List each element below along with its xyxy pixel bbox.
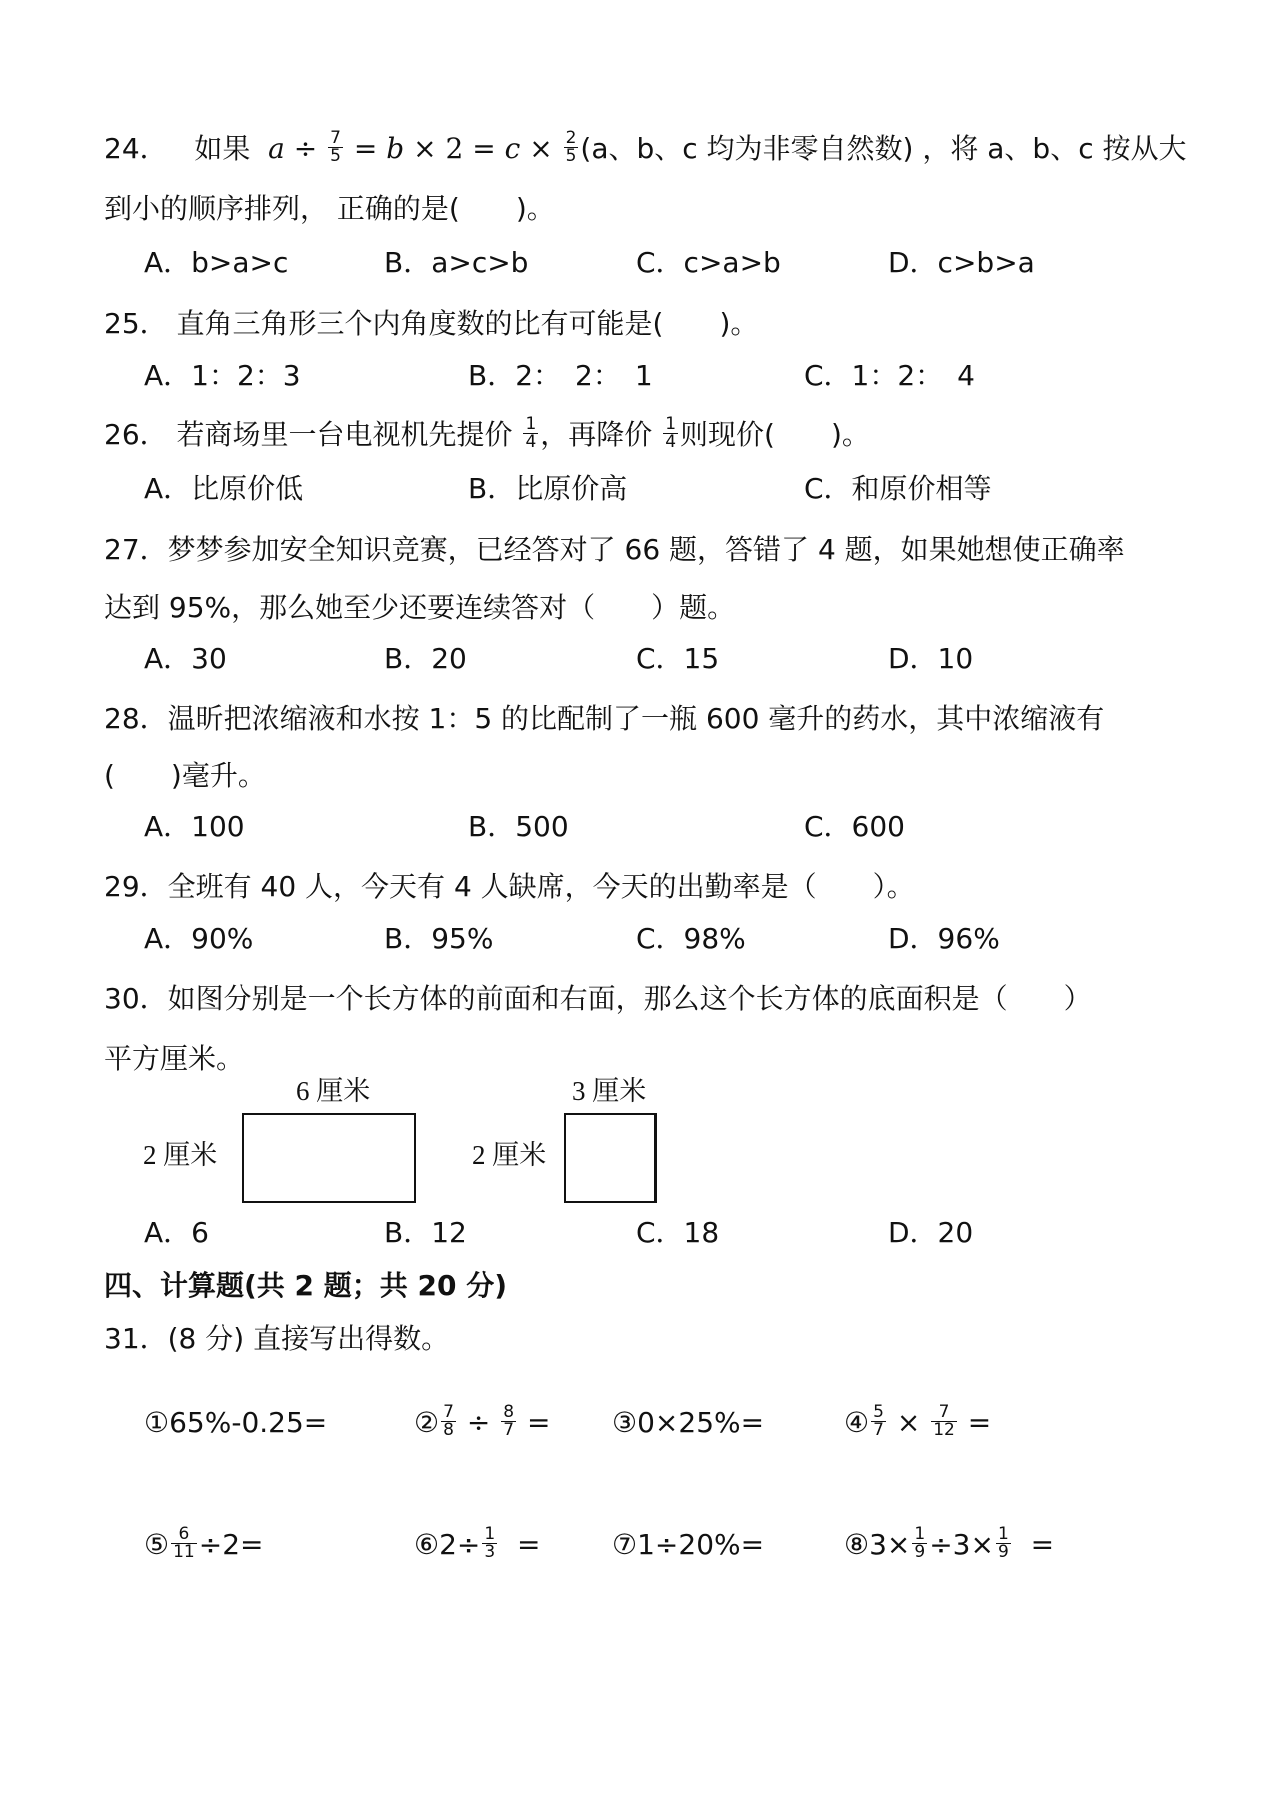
q28-option-a[interactable]: A．100	[144, 810, 245, 843]
section-heading: 四、计算题(共 2 题；共 20 分)	[104, 1269, 508, 1302]
calc-item-1: ①65%-0.25=	[144, 1406, 328, 1439]
right-face-side-label: 2 厘米	[472, 1140, 547, 1170]
q30-line2: 平方厘米。	[104, 1042, 245, 1075]
q24-line1: 24． 如果 a ÷ $\frac{7}{5}$ = b × 2 = c × $\frac{2}{5}$ (a、b、c 均为非零自然数) ，将 a、b、c 按从大	[104, 127, 1187, 166]
q30-line1: 30．如图分别是一个长方体的前面和右面，那么这个长方体的底面积是（ ）	[104, 982, 1092, 1015]
q25-option-a[interactable]: A．1：2：3	[144, 359, 301, 392]
q24-line2: 到小的顺序排列， 正确的是( )。	[104, 192, 555, 225]
q30-option-b[interactable]: B．12	[384, 1216, 467, 1249]
q27-line2: 达到 95%，那么她至少还要连续答对（ ）题。	[104, 591, 736, 624]
right-face-rectangle	[564, 1113, 657, 1203]
q24-fraction-2-5: $\frac{2}{5}$	[565, 127, 577, 166]
q27-line1: 27．梦梦参加安全知识竞赛，已经答对了 66 题，答错了 4 题，如果她想使正确率	[104, 533, 1125, 566]
q28-line2: ( )毫升。	[104, 759, 266, 792]
q24-option-b[interactable]: B．a>c>b	[384, 246, 529, 279]
calc-item-7: ⑦1÷20%=	[612, 1528, 765, 1561]
q25-option-b[interactable]: B．2： 2： 1	[468, 359, 653, 392]
q27-option-d[interactable]: D．10	[888, 642, 974, 675]
q24-option-d[interactable]: D．c>b>a	[888, 246, 1035, 279]
q28-line1: 28．温昕把浓缩液和水按 1：5 的比配制了一瓶 600 毫升的药水，其中浓缩液有	[104, 702, 1105, 735]
right-face-top-label: 3 厘米	[572, 1076, 647, 1106]
q30-option-c[interactable]: C．18	[636, 1216, 720, 1249]
calc-item-3: ③0×25%=	[612, 1406, 765, 1439]
q26-option-a[interactable]: A．比原价低	[144, 472, 304, 505]
q24-fraction-7-5: $\frac{7}{5}$	[330, 127, 341, 166]
calc-item-8: ⑧3× $\frac{1}{9}$ ÷3× $\frac{1}{9}$ =	[844, 1523, 1055, 1562]
q26-fraction-2: $\frac{1}{4}$	[665, 413, 677, 452]
q29-question: 29．全班有 40 人，今天有 4 人缺席，今天的出勤率是（ ）。	[104, 870, 915, 903]
front-face-side-label: 2 厘米	[143, 1140, 218, 1170]
q29-option-b[interactable]: B．95%	[384, 922, 494, 955]
q29-option-c[interactable]: C．98%	[636, 922, 746, 955]
q30-option-d[interactable]: D．20	[888, 1216, 974, 1249]
q30-option-a[interactable]: A．6	[144, 1216, 209, 1249]
q28-option-c[interactable]: C．600	[804, 810, 905, 843]
q25-option-c[interactable]: C．1：2： 4	[804, 359, 975, 392]
q26-fraction-1: $\frac{1}{4}$	[525, 413, 537, 452]
calc-item-4: ④ $\frac{5}{7}$ × $\frac{7}{12}$ =	[844, 1401, 992, 1440]
q29-option-a[interactable]: A．90%	[144, 922, 254, 955]
calc-item-5: ⑤ $\frac{6}{11}$ ÷2=	[144, 1523, 264, 1562]
q26-question: 26． 若商场里一台电视机先提价 $\frac{1}{4}$ ，再降价 $\frac{1}{4}$ 则现价( )。	[104, 413, 870, 452]
calc-item-2: ② $\frac{7}{8}$ ÷ $\frac{8}{7}$ =	[414, 1401, 551, 1440]
q29-option-d[interactable]: D．96%	[888, 922, 1000, 955]
q27-option-a[interactable]: A．30	[144, 642, 227, 675]
q28-option-b[interactable]: B．500	[468, 810, 569, 843]
front-face-top-label: 6 厘米	[296, 1076, 371, 1106]
q27-option-b[interactable]: B．20	[384, 642, 467, 675]
q31-question: 31．(8 分) 直接写出得数。	[104, 1322, 450, 1355]
q26-option-c[interactable]: C．和原价相等	[804, 472, 992, 505]
q27-option-c[interactable]: C．15	[636, 642, 720, 675]
front-face-rectangle	[242, 1113, 416, 1203]
q24-option-a[interactable]: A．b>a>c	[144, 246, 289, 279]
q26-option-b[interactable]: B．比原价高	[468, 472, 628, 505]
q25-question: 25． 直角三角形三个内角度数的比有可能是( )。	[104, 307, 759, 340]
q24-formula: a ÷ $\frac{7}{5}$ = b × 2 = c × $\frac{2}{5}$	[268, 127, 577, 166]
calc-item-6: ⑥2÷ $\frac{1}{3}$ =	[414, 1523, 541, 1562]
q24-option-c[interactable]: C．c>a>b	[636, 246, 781, 279]
